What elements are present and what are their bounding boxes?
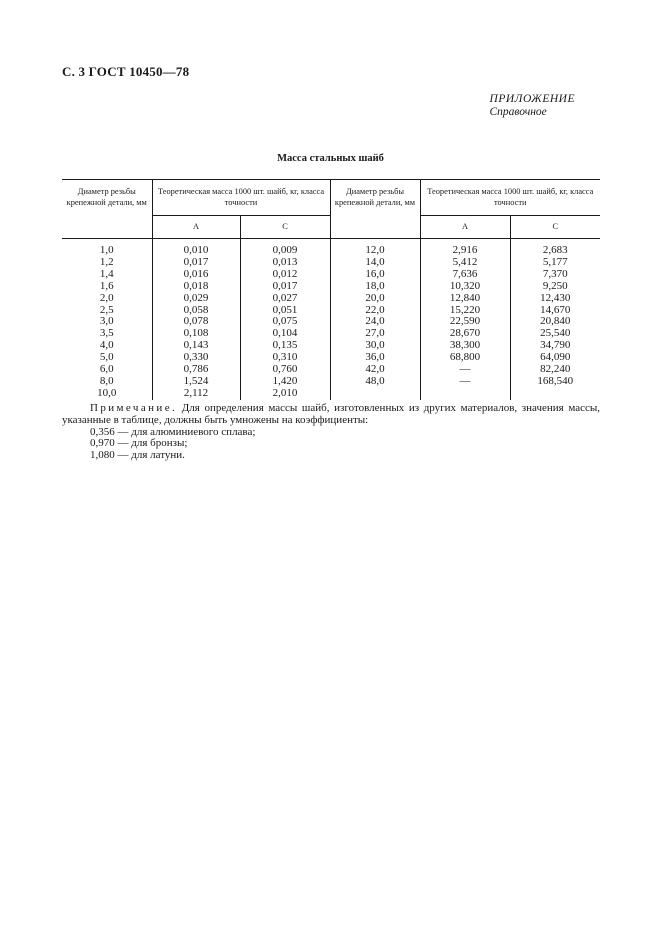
diameter-cell: 3,5 <box>99 327 114 340</box>
mass-a-cell: 12,840 <box>420 293 510 305</box>
mass-a-cell <box>420 388 510 400</box>
mass-header-right: Теоретическая масса 1000 шт. шайб, кг, класса точности <box>420 180 600 216</box>
mass-a-cell: — <box>420 376 510 388</box>
diameter-cell: 1,4 <box>99 267 114 280</box>
mass-a-cell: 2,112 <box>152 388 240 400</box>
diameter-cell: 36,0 <box>330 352 420 364</box>
diameter-cell: 24,0 <box>330 316 420 328</box>
mass-c-cell: 34,790 <box>510 340 600 352</box>
class-a-header-left: А <box>152 215 240 238</box>
mass-a-cell: 0,016 <box>152 269 240 281</box>
appendix-title: ПРИЛОЖЕНИЕ <box>489 93 575 105</box>
table-row <box>62 328 600 340</box>
table-row <box>62 364 600 376</box>
mass-a-cell: 28,670 <box>420 328 510 340</box>
table-row <box>62 376 600 388</box>
table-row <box>62 239 600 257</box>
diameter-cell: 48,0 <box>330 376 420 388</box>
mass-c-cell: 168,540 <box>510 376 600 388</box>
diameter-cell: 2,5 <box>99 303 114 316</box>
mass-a-cell: 1,524 <box>152 376 240 388</box>
mass-a-cell: 0,330 <box>152 352 240 364</box>
mass-a-cell: 0,143 <box>152 340 240 352</box>
mass-c-cell: 7,370 <box>510 269 600 281</box>
mass-c-cell: 14,670 <box>510 305 600 317</box>
mass-a-cell: 0,010 <box>152 239 240 257</box>
diameter-cell: 6,0 <box>99 363 114 376</box>
diameter-cell: 8,0 <box>99 374 114 387</box>
table-row <box>62 269 600 281</box>
diameter-cell: 42,0 <box>330 364 420 376</box>
diameter-cell: 5,0 <box>99 351 114 364</box>
coefficient-item: 0,970 — для бронзы; <box>90 437 188 450</box>
class-a-header-right: А <box>420 215 510 238</box>
diameter-cell: 22,0 <box>330 305 420 317</box>
mass-c-cell: 5,177 <box>510 257 600 269</box>
diameter-cell: 1,6 <box>99 279 114 292</box>
table-row <box>62 293 600 305</box>
mass-c-cell: 0,009 <box>240 239 330 257</box>
mass-a-cell: 38,300 <box>420 340 510 352</box>
diameter-header-left: Диаметр резьбы крепежной детали, мм <box>62 180 152 239</box>
diameter-cell <box>330 388 420 400</box>
diameter-cell: 14,0 <box>330 257 420 269</box>
diameter-cell: 4,0 <box>99 339 114 352</box>
diameter-cell: 3,0 <box>99 315 114 328</box>
mass-c-cell: 0,012 <box>240 269 330 281</box>
mass-c-cell: 0,051 <box>240 305 330 317</box>
mass-a-cell: 0,078 <box>152 316 240 328</box>
mass-c-cell: 0,017 <box>240 281 330 293</box>
table-row <box>62 305 600 317</box>
mass-c-cell: 0,027 <box>240 293 330 305</box>
mass-c-cell: 0,135 <box>240 340 330 352</box>
note-paragraph <box>62 403 600 427</box>
mass-c-cell: 0,104 <box>240 328 330 340</box>
mass-c-cell <box>510 388 600 400</box>
mass-a-cell: 0,058 <box>152 305 240 317</box>
diameter-cell: 20,0 <box>330 293 420 305</box>
note-label: Примечание. <box>90 402 178 414</box>
table-row <box>62 340 600 352</box>
mass-c-cell: 0,013 <box>240 257 330 269</box>
class-c-header-left: С <box>240 215 330 238</box>
diameter-cell: 30,0 <box>330 340 420 352</box>
note <box>62 403 600 462</box>
mass-a-cell: 7,636 <box>420 269 510 281</box>
diameter-header-right: Диаметр резьбы крепежной детали, мм <box>330 180 420 239</box>
mass-c-cell: 9,250 <box>510 281 600 293</box>
mass-c-cell: 20,840 <box>510 316 600 328</box>
table-row <box>62 352 600 364</box>
appendix-subtitle: Справочное <box>489 106 547 118</box>
mass-c-cell: 2,010 <box>240 388 330 400</box>
page-header: С. 3 ГОСТ 10450—78 <box>62 64 190 79</box>
mass-c-cell: 25,540 <box>510 328 600 340</box>
mass-c-cell: 0,310 <box>240 352 330 364</box>
table-row <box>62 257 600 269</box>
appendix-label <box>490 93 575 119</box>
mass-c-cell: 12,430 <box>510 293 600 305</box>
diameter-cell: 1,0 <box>99 244 114 256</box>
mass-a-cell: — <box>420 364 510 376</box>
table-row <box>62 281 600 293</box>
mass-a-cell: 0,108 <box>152 328 240 340</box>
table-row <box>62 388 600 400</box>
mass-a-cell: 0,029 <box>152 293 240 305</box>
mass-c-cell: 82,240 <box>510 364 600 376</box>
diameter-cell: 16,0 <box>330 269 420 281</box>
mass-c-cell: 0,075 <box>240 316 330 328</box>
table-title: Масса стальных шайб <box>277 153 384 164</box>
mass-a-cell: 0,786 <box>152 364 240 376</box>
mass-a-cell: 0,017 <box>152 257 240 269</box>
diameter-cell: 12,0 <box>330 239 420 257</box>
diameter-cell: 27,0 <box>330 328 420 340</box>
mass-a-cell: 2,916 <box>420 239 510 257</box>
diameter-cell: 2,0 <box>99 291 114 304</box>
mass-a-cell: 22,590 <box>420 316 510 328</box>
mass-a-cell: 0,018 <box>152 281 240 293</box>
mass-c-cell: 2,683 <box>510 239 600 257</box>
diameter-cell: 1,2 <box>99 255 114 268</box>
mass-table <box>62 179 600 400</box>
class-c-header-right: С <box>510 215 600 238</box>
note-text: Для определения массы шайб, изготовленных из других материалов, значения массы, указанные в таблице, должны быть умножены на коэффициенты: <box>62 402 601 426</box>
diameter-cell: 18,0 <box>330 281 420 293</box>
mass-a-cell: 68,800 <box>420 352 510 364</box>
mass-header-left: Теоретическая масса 1000 шт. шайб, кг, класса точности <box>152 180 330 216</box>
table-row <box>62 316 600 328</box>
mass-c-cell: 1,420 <box>240 376 330 388</box>
coefficient-item: 1,080 — для латуни. <box>90 449 185 462</box>
coefficient-item: 0,356 — для алюминиевого сплава; <box>90 425 256 438</box>
table-body <box>62 239 600 400</box>
mass-a-cell: 5,412 <box>420 257 510 269</box>
mass-a-cell: 15,220 <box>420 305 510 317</box>
mass-a-cell: 10,320 <box>420 281 510 293</box>
diameter-cell: 10,0 <box>97 386 117 399</box>
mass-c-cell: 64,090 <box>510 352 600 364</box>
mass-c-cell: 0,760 <box>240 364 330 376</box>
